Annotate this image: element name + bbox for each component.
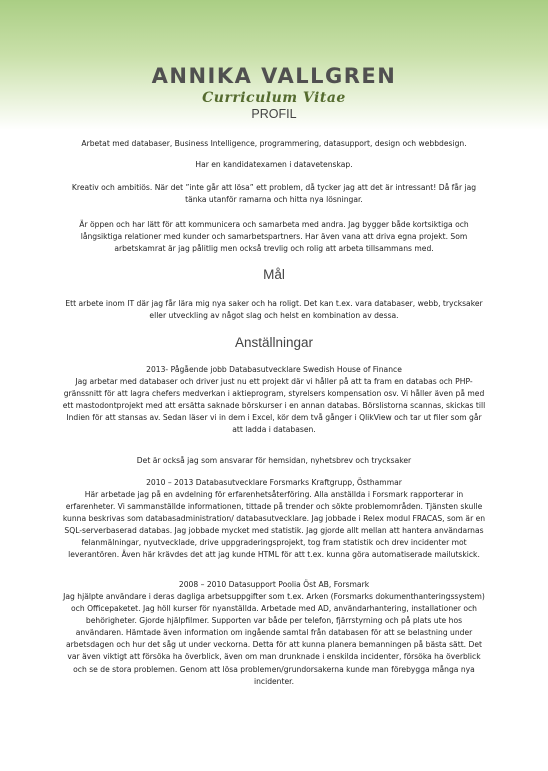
- job-3-title: 2008 – 2010 Datasupport Poolia Öst AB, Forsmark: [178, 580, 370, 589]
- job-1-text: Jag arbetar med databaser och driver just nu ett projekt där vi håller på att ta fram en databas och PHP-gränssnitt för att lagra chefers medverkan i aktieprogram, styrelsers kompensation osv. Vi håller även på med ett mastodontprojekt med att ersätta saknade börskurser i en annan databas. Börslistorna scannas, skickas till Indien för att stansas av. Sedan läser vi in dem i Excel, kör dem två gånger i QlikView och tar ut filer som går att ladda i databasen.: [62, 377, 486, 435]
- profil-heading: PROFIL: [251, 107, 297, 121]
- profil-paragraph-2: Har en kandidatexamen i datavetenskap.: [195, 160, 353, 169]
- mal-text: Ett arbete inom IT där jag får lära mig nya saker och ha roligt. Det kan t.ex. vara databaser, webb, trycksaker eller utveckling av något slag och helst en kombination av dessa.: [65, 299, 483, 321]
- job-3-text: Jag hjälpte användare i deras dagliga arbetsuppgifter som t.ex. Arken (Forsmarks dokumenthanteringssystem) och Officepaketet. Jag höll kurser för nyanställda. Arbetade med AD, användarhantering, installationer och behörigheter. Gjorde hjälpfilmer. Supporten var både per telefon, fjärrstyrning och på plats ute hos användaren. Hämtade även information om ingående samtal från databasen för att se belastning under arbetsdagen och hur det såg ut under veckorna. Detta för att kunna planera bemanningen på bästa sätt. Det var även viktigt att försöka ha överblick, även om man drunknade i enskilda incidenter, försöka ha överblick och se de stora problemen. Genom att lösa problemen/grundorsakerna kunde man förebygga många nya incidenter.: [63, 592, 485, 686]
- person-name: ANNIKA VALLGREN: [151, 64, 397, 88]
- job-1-title: 2013- Pågående jobb Databasutvecklare Swedish House of Finance: [146, 365, 402, 374]
- profil-paragraph-3: Kreativ och ambitiös. När det ”inte går att lösa” ett problem, då tycker jag att det är intressant! Då får jag tänka utanför ramarna och hitta nya lösningar.: [71, 183, 477, 205]
- job-1-note: Det är också jag som ansvarar för hemsidan, nyhetsbrev och trycksaker: [136, 456, 412, 465]
- profil-paragraph-4: Är öppen och har lätt för att kommunicera och samarbeta med andra. Jag bygger både kortsiktiga och långsiktiga relationer med kunder och samarbetspartners. Har även vana att driva egna projekt. Som arbetskamrat är jag pålitlig men också trevlig och rolig att arbeta tillsammans med.: [79, 220, 469, 254]
- profil-paragraph-1: Arbetat med databaser, Business Intelligence, programmering, datasupport, design och webbdesign.: [81, 139, 467, 148]
- anstallningar-heading: Anställningar: [234, 335, 314, 350]
- cv-subtitle: Curriculum Vitae: [202, 90, 346, 106]
- job-2-title: 2010 – 2013 Databasutvecklare Forsmarks Kraftgrupp, Östhammar: [146, 478, 402, 487]
- job-2-text: Här arbetade jag på en avdelning för erfarenhetsåterföring. Alla anställda i Forsmark rapporterar in erfarenheter. Vi sammanställde informationen, tittade på trender och sökte problemområden. Tjänsten skulle kunna beskrivas som databasadministration/ databasutvecklare. Jag jobbade i Relex modul FRACAS, som är en SQL-serverbaserad databas. Jag jobbade mycket med statistik. Jag gjorde allt mellan att hantera användarnas felanmälningar, nyutvecklade, drive uppgraderingsprojekt, tog fram statistik och drev incidenter mot leverantören. Även här krävdes det att jag kunde HTML för att t.ex. kunna göra automatiserade mailutskick.: [62, 490, 486, 560]
- mal-heading: Mål: [263, 267, 285, 282]
